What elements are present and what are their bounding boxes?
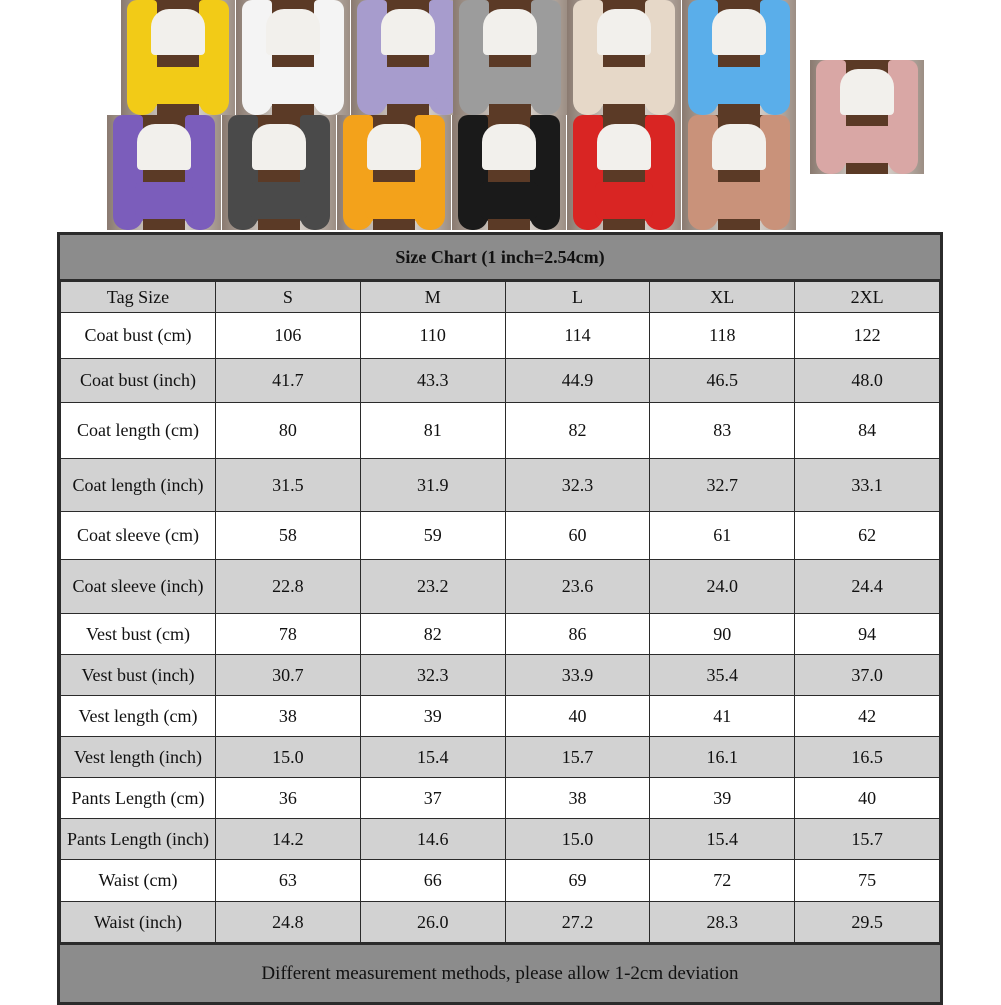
color-variant-swatch[interactable] bbox=[107, 115, 221, 230]
color-variant-swatch[interactable] bbox=[236, 0, 350, 115]
measurement-value: 44.9 bbox=[505, 359, 650, 403]
crop-top bbox=[137, 124, 191, 170]
measurement-label: Vest length (cm) bbox=[61, 696, 216, 737]
model-legs bbox=[488, 219, 530, 231]
measurement-value: 26.0 bbox=[360, 902, 505, 943]
shorts bbox=[595, 67, 653, 106]
measurement-value: 106 bbox=[216, 313, 361, 359]
model-legs bbox=[489, 104, 531, 116]
measurement-label: Coat length (cm) bbox=[61, 403, 216, 459]
measurement-row bbox=[61, 313, 940, 359]
measurement-value: 42 bbox=[795, 696, 940, 737]
crop-top bbox=[151, 9, 205, 55]
measurement-label: Coat bust (cm) bbox=[61, 313, 216, 359]
measurement-value: 90 bbox=[650, 614, 795, 655]
size-column-header: 2XL bbox=[795, 282, 940, 313]
measurement-value: 37 bbox=[360, 778, 505, 819]
measurement-value: 46.5 bbox=[650, 359, 795, 403]
measurement-value: 58 bbox=[216, 512, 361, 560]
size-column-header: XL bbox=[650, 282, 795, 313]
measurement-value: 118 bbox=[650, 313, 795, 359]
measurement-value: 78 bbox=[216, 614, 361, 655]
measurement-value: 32.3 bbox=[360, 655, 505, 696]
crop-top bbox=[482, 124, 536, 170]
model-legs bbox=[718, 104, 760, 116]
shorts bbox=[595, 182, 653, 221]
measurement-row bbox=[61, 560, 940, 614]
size-column-header: L bbox=[505, 282, 650, 313]
color-variant-swatch[interactable] bbox=[222, 115, 336, 230]
crop-top bbox=[483, 9, 537, 55]
measurement-row bbox=[61, 860, 940, 902]
measurement-value: 14.6 bbox=[360, 819, 505, 860]
measurement-label: Pants Length (inch) bbox=[61, 819, 216, 860]
measurement-value: 33.9 bbox=[505, 655, 650, 696]
measurement-value: 15.0 bbox=[505, 819, 650, 860]
measurement-value: 15.7 bbox=[505, 737, 650, 778]
size-column-header: S bbox=[216, 282, 361, 313]
measurement-row bbox=[61, 819, 940, 860]
measurement-value: 29.5 bbox=[795, 902, 940, 943]
measurement-value: 38 bbox=[505, 778, 650, 819]
measurement-value: 122 bbox=[795, 313, 940, 359]
measurement-value: 61 bbox=[650, 512, 795, 560]
measurement-label: Vest bust (cm) bbox=[61, 614, 216, 655]
measurement-label: Coat length (inch) bbox=[61, 459, 216, 512]
measurement-label: Coat sleeve (inch) bbox=[61, 560, 216, 614]
measurement-row bbox=[61, 778, 940, 819]
crop-top bbox=[597, 9, 651, 55]
measurement-row bbox=[61, 403, 940, 459]
measurement-value: 43.3 bbox=[360, 359, 505, 403]
measurement-value: 30.7 bbox=[216, 655, 361, 696]
measurement-label: Pants Length (cm) bbox=[61, 778, 216, 819]
measurement-value: 39 bbox=[360, 696, 505, 737]
measurement-value: 59 bbox=[360, 512, 505, 560]
measurement-value: 81 bbox=[360, 403, 505, 459]
measurement-value: 27.2 bbox=[505, 902, 650, 943]
measurement-value: 24.8 bbox=[216, 902, 361, 943]
measurement-row bbox=[61, 902, 940, 943]
measurement-label: Waist (inch) bbox=[61, 902, 216, 943]
measurement-value: 15.4 bbox=[650, 819, 795, 860]
measurement-value: 66 bbox=[360, 860, 505, 902]
measurement-value: 15.7 bbox=[795, 819, 940, 860]
measurement-value: 15.4 bbox=[360, 737, 505, 778]
measurement-row bbox=[61, 696, 940, 737]
color-variant-swatch[interactable] bbox=[682, 115, 796, 230]
measurement-value: 24.4 bbox=[795, 560, 940, 614]
measurement-value: 48.0 bbox=[795, 359, 940, 403]
measurement-value: 38 bbox=[216, 696, 361, 737]
crop-top bbox=[252, 124, 306, 170]
measurement-value: 23.6 bbox=[505, 560, 650, 614]
measurement-value: 86 bbox=[505, 614, 650, 655]
measurement-value: 63 bbox=[216, 860, 361, 902]
model-legs bbox=[846, 163, 888, 174]
measurement-value: 40 bbox=[505, 696, 650, 737]
model-legs bbox=[603, 104, 645, 116]
color-variant-swatch[interactable] bbox=[682, 0, 796, 115]
measurement-value: 16.1 bbox=[650, 737, 795, 778]
measurement-value: 37.0 bbox=[795, 655, 940, 696]
measurement-label: Waist (cm) bbox=[61, 860, 216, 902]
model-legs bbox=[373, 219, 415, 231]
measurement-value: 36 bbox=[216, 778, 361, 819]
crop-top bbox=[381, 9, 435, 55]
measurement-value: 31.5 bbox=[216, 459, 361, 512]
measurement-value: 31.9 bbox=[360, 459, 505, 512]
measurement-value: 62 bbox=[795, 512, 940, 560]
size-chart-table bbox=[60, 281, 940, 943]
measurement-row bbox=[61, 737, 940, 778]
color-variant-swatch[interactable] bbox=[810, 60, 924, 174]
size-chart-title: Size Chart (1 inch=2.54cm) bbox=[60, 235, 940, 281]
model-legs bbox=[603, 219, 645, 231]
measurement-value: 32.3 bbox=[505, 459, 650, 512]
color-variant-swatch[interactable] bbox=[567, 115, 681, 230]
measurement-value: 24.0 bbox=[650, 560, 795, 614]
measurement-value: 69 bbox=[505, 860, 650, 902]
size-chart bbox=[57, 232, 943, 1005]
measurement-row bbox=[61, 655, 940, 696]
measurement-value: 60 bbox=[505, 512, 650, 560]
measurement-value: 15.0 bbox=[216, 737, 361, 778]
color-variant-swatch[interactable] bbox=[337, 115, 451, 230]
model-legs bbox=[258, 219, 300, 231]
crop-top bbox=[367, 124, 421, 170]
measurement-label: Vest bust (inch) bbox=[61, 655, 216, 696]
crop-top bbox=[597, 124, 651, 170]
measurement-value: 16.5 bbox=[795, 737, 940, 778]
color-variant-swatch[interactable] bbox=[452, 115, 566, 230]
measurement-label: Coat sleeve (cm) bbox=[61, 512, 216, 560]
color-variant-swatch[interactable] bbox=[453, 0, 567, 115]
size-header-row bbox=[61, 282, 940, 313]
measurement-row bbox=[61, 359, 940, 403]
measurement-value: 94 bbox=[795, 614, 940, 655]
model-legs bbox=[387, 104, 429, 116]
crop-top bbox=[840, 69, 894, 115]
measurement-value: 39 bbox=[650, 778, 795, 819]
color-variant-swatch[interactable] bbox=[567, 0, 681, 115]
measurement-value: 83 bbox=[650, 403, 795, 459]
size-column-header: M bbox=[360, 282, 505, 313]
measurement-value: 22.8 bbox=[216, 560, 361, 614]
measurement-row bbox=[61, 512, 940, 560]
measurement-label: Coat bust (inch) bbox=[61, 359, 216, 403]
measurement-row bbox=[61, 459, 940, 512]
shorts bbox=[264, 67, 322, 106]
model-legs bbox=[157, 104, 199, 116]
measurement-value: 84 bbox=[795, 403, 940, 459]
shorts bbox=[481, 67, 539, 106]
shorts bbox=[710, 67, 768, 106]
shorts bbox=[379, 67, 437, 106]
measurement-value: 14.2 bbox=[216, 819, 361, 860]
color-variant-swatch[interactable] bbox=[351, 0, 465, 115]
crop-top bbox=[712, 9, 766, 55]
size-chart-footnote: Different measurement methods, please allow 1-2cm deviation bbox=[60, 943, 940, 1002]
measurement-value: 33.1 bbox=[795, 459, 940, 512]
shorts bbox=[149, 67, 207, 106]
shorts bbox=[710, 182, 768, 221]
shorts bbox=[480, 182, 538, 221]
tag-size-header: Tag Size bbox=[61, 282, 216, 313]
color-variant-swatch[interactable] bbox=[121, 0, 235, 115]
model-legs bbox=[143, 219, 185, 231]
measurement-value: 35.4 bbox=[650, 655, 795, 696]
measurement-value: 72 bbox=[650, 860, 795, 902]
shorts bbox=[250, 182, 308, 221]
shorts bbox=[838, 126, 896, 165]
measurement-value: 28.3 bbox=[650, 902, 795, 943]
shorts bbox=[135, 182, 193, 221]
measurement-row bbox=[61, 614, 940, 655]
measurement-value: 75 bbox=[795, 860, 940, 902]
measurement-value: 82 bbox=[360, 614, 505, 655]
measurement-value: 32.7 bbox=[650, 459, 795, 512]
model-legs bbox=[718, 219, 760, 231]
measurement-value: 114 bbox=[505, 313, 650, 359]
shorts bbox=[365, 182, 423, 221]
measurement-value: 80 bbox=[216, 403, 361, 459]
measurement-value: 23.2 bbox=[360, 560, 505, 614]
measurement-value: 41.7 bbox=[216, 359, 361, 403]
crop-top bbox=[266, 9, 320, 55]
measurement-value: 110 bbox=[360, 313, 505, 359]
measurement-label: Vest length (inch) bbox=[61, 737, 216, 778]
crop-top bbox=[712, 124, 766, 170]
measurement-value: 40 bbox=[795, 778, 940, 819]
measurement-value: 41 bbox=[650, 696, 795, 737]
measurement-value: 82 bbox=[505, 403, 650, 459]
model-legs bbox=[272, 104, 314, 116]
